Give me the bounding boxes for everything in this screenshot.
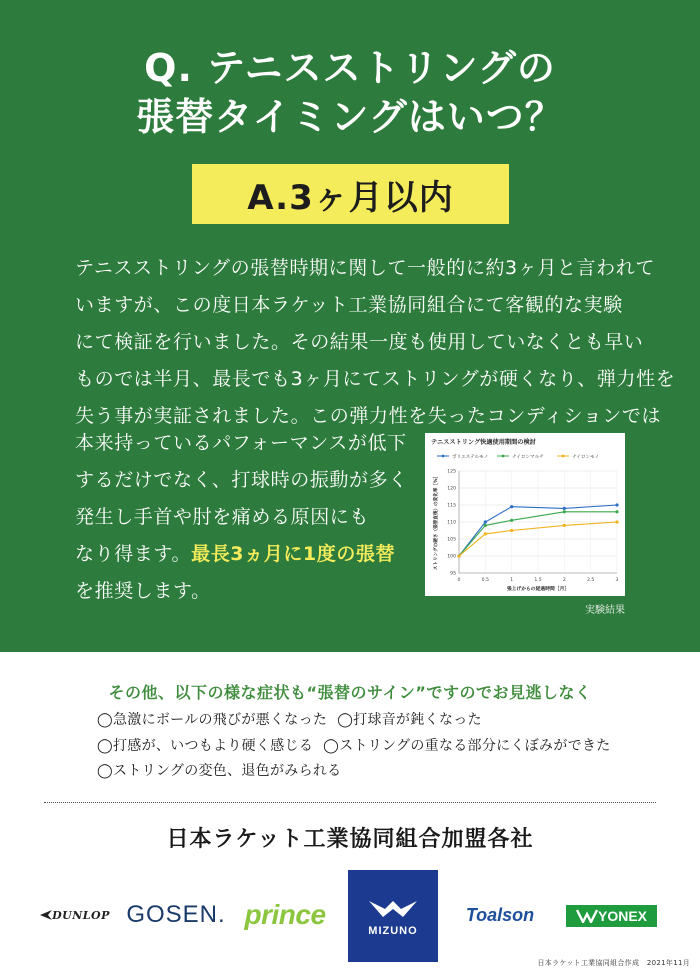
body-line: 発生し手首や肘を痛める原因にも [75,506,370,528]
legend-marker [502,455,505,458]
line-chart [425,433,625,596]
signs-heading: その他、以下の様な症状も“張替のサイン”ですのでお見逃しなく [108,683,592,702]
data-point [615,503,618,506]
sign-item: ◯打感が、いつもより硬く感じる [97,738,314,754]
yonex-logo [566,905,657,927]
dotted-divider [44,802,656,803]
body-line: ものでは半月、最長でも3ヶ月にてストリングが硬くなり、弾力性を [75,368,676,390]
y-tick-label: 120 [447,486,456,492]
x-tick-label: 1 [510,578,514,583]
association-heading: 日本ラケット工業協同組合加盟各社 [166,827,534,852]
title-line-2: 張替タイミングはいつ？ [136,95,564,139]
sign-row-1 [97,709,482,729]
data-point [484,520,487,523]
chart-caption: 実験結果 [585,605,625,616]
answer-text: A.3ヶ月以内 [247,177,454,218]
sign-item: ◯急激にボールの飛びが悪くなった [97,712,328,728]
page-title [0,44,700,142]
footer-credit [0,958,690,968]
sign-item: ◯打球音が鈍くなった [337,712,482,728]
recommendation-highlight: 最長3ヵ月に1度の張替 [191,543,396,565]
sign-item: ◯ストリングの重なる部分にくぼみができた [323,738,611,754]
sign-item: ◯ストリングの変色、退色がみられる [97,763,342,779]
y-axis-label: ストリングの硬さ（張替直後）の変化率［%］ [434,473,439,571]
toalson-logo [454,902,546,928]
data-point [563,510,566,513]
dunlop-arrow-icon [40,910,52,920]
legend-marker [562,455,565,458]
body-line: いますが、この度日本ラケット工業協同組合にて客観的な実験 [75,294,623,316]
data-point [563,524,566,527]
body-line: 本来持っているパフォーマンスが低下 [75,432,407,454]
x-tick-label: 0.5 [481,578,489,583]
y-tick-label: 110 [447,520,456,526]
x-tick-label: 2.5 [587,578,595,583]
footer-date: 2021年11月 [646,959,690,967]
yonex-wordmark: YONEX [597,908,647,924]
mizuno-logo [348,870,438,962]
body-line-lead: なり得ます。 [75,543,192,565]
y-tick-label: 95 [450,571,456,577]
y-tick-label: 115 [447,503,456,509]
data-point [510,519,513,522]
legend-marker [442,455,445,458]
dunlop-wordmark: DUNLOP [52,908,110,922]
body-paragraph-top [75,250,676,435]
yonex-emblem-icon [576,909,598,923]
mizuno-wordmark: MIZUNO [368,925,418,937]
data-point [484,532,487,535]
sign-row-2 [97,735,611,755]
legend-label: ナイロンモノ [572,455,600,460]
footer-organization: 日本ラケット工業協同組合作成 [537,959,640,967]
body-line: にて検証を行いました。その結果一度も使用していなくとも早い [75,331,644,353]
experiment-chart [425,433,625,596]
data-point [510,505,513,508]
data-point [615,520,618,523]
body-line: 失う事が実証されました。この弾力性を失ったコンディションでは [75,405,662,427]
toalson-wordmark: Toalson [465,904,535,925]
y-tick-label: 100 [447,554,456,560]
body-line: するだけでなく、打球時の振動が多く [75,469,408,491]
x-tick-label: 0 [457,578,461,583]
body-line: テニスストリングの張替時期に関して一般的に約3ヶ月と言われて [75,257,655,279]
data-point [563,507,566,510]
sign-row-3 [97,760,342,780]
x-tick-label: 1.5 [534,578,542,583]
y-tick-label: 105 [447,537,456,543]
data-point [615,510,618,513]
answer-banner [192,164,509,224]
prince-logo [236,896,334,934]
x-tick-label: 3 [615,578,619,583]
y-tick-label: 125 [447,469,456,475]
prince-wordmark: prince [244,899,326,930]
legend-label: ナイロンマルチ [512,455,544,460]
data-point [510,529,513,532]
body-line-with-highlight [75,536,415,573]
title-line-1: Q. テニスストリングの [144,46,556,90]
body-line: を推奨します。 [75,580,211,602]
gosen-wordmark: GOSEN. [126,901,226,928]
mizuno-runbird-icon [367,895,419,921]
gosen-logo [128,900,224,930]
dunlop-logo [34,904,116,926]
chart-title: テニスストリング快適使用期間の検討 [431,439,536,446]
data-point [484,524,487,527]
x-tick-label: 2 [562,578,566,583]
body-paragraph-bottom [75,425,415,610]
legend-label: ポリエステルモノ [452,455,489,460]
x-axis-label: 張上げからの経過時間［月］ [506,587,570,592]
data-point [457,554,460,557]
